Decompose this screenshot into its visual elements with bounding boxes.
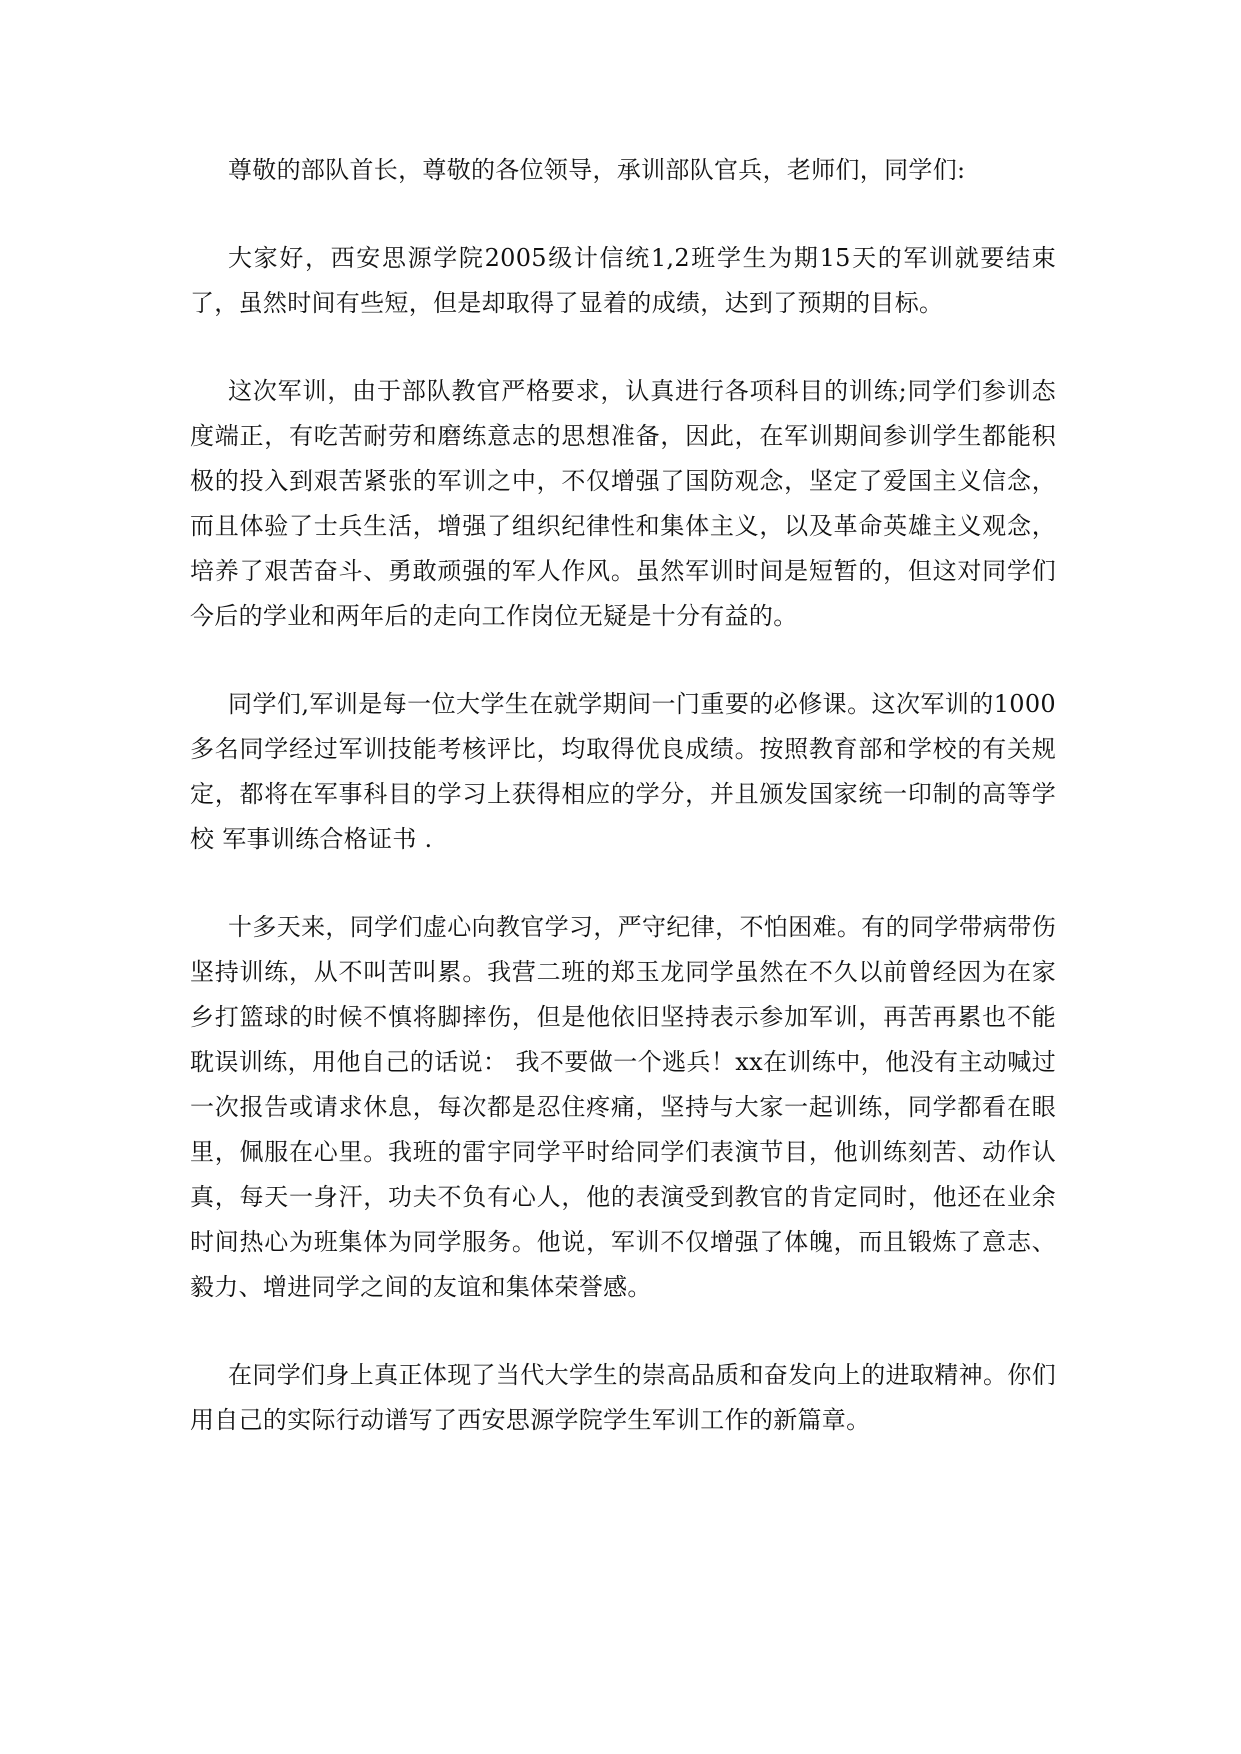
document-body bbox=[190, 148, 1056, 1443]
paragraph-intro: 大家好，西安思源学院2005级计信统1,2班学生为期15天的军训就要结束了，虽然时间有些短，但是却取得了显着的成绩，达到了预期的目标。 bbox=[190, 244, 1056, 317]
paragraph-training-summary: 这次军训，由于部队教官严格要求，认真进行各项科目的训练;同学们参训态度端正，有吃苦耐劳和磨练意志的思想准备，因此，在军训期间参训学生都能积极的投入到艰苦紧张的军训之中，不仅增强了国防观念，坚定了爱国主义信念，而且体验了士兵生活，增强了组织纪律性和集体主义，以及革命英雄主义观念，培养了艰苦奋斗、勇敢顽强的军人作风。虽然军训时间是短暂的，但这对同学们今后的学业和两年后的走向工作岗位无疑是十分有益的。 bbox=[190, 377, 1056, 630]
paragraph-greeting: 尊敬的部队首长，尊敬的各位领导，承训部队官兵，老师们，同学们: bbox=[228, 156, 966, 184]
paragraph-student-examples: 十多天来，同学们虚心向教官学习，严守纪律，不怕困难。有的同学带病带伤坚持训练，从不叫苦叫累。我营二班的郑玉龙同学虽然在不久以前曾经因为在家乡打篮球的时候不慎将脚摔伤，但是他依旧坚持表示参加军训，再苦再累也不能耽误训练，用他自己的话说： 我不要做一个逃兵！xx在训练中，他没有主动喊过一次报告或请求休息，每次都是忍住疼痛，坚持与大家一起训练，同学都看在眼里，佩服在心里。我班的雷宇同学平时给同学们表演节目，他训练刻苦、动作认真，每天一身汗，功夫不负有心人，他的表演受到教官的肯定同时，他还在业余时间热心为班集体为同学服务。他说，军训不仅增强了体魄，而且锻炼了意志、毅力、增进同学之间的友谊和集体荣誉感。 bbox=[190, 913, 1056, 1301]
paragraph-conclusion: 在同学们身上真正体现了当代大学生的崇高品质和奋发向上的进取精神。你们用自己的实际行动谱写了西安思源学院学生军训工作的新篇章。 bbox=[190, 1361, 1056, 1434]
paragraph-certificate: 同学们,军训是每一位大学生在就学期间一门重要的必修课。这次军训的1000多名同学经过军训技能考核评比，均取得优良成绩。按照教育部和学校的有关规定，都将在军事科目的学习上获得相应的学分，并且颁发国家统一印制的高等学校 军事训练合格证书 . bbox=[190, 690, 1056, 853]
